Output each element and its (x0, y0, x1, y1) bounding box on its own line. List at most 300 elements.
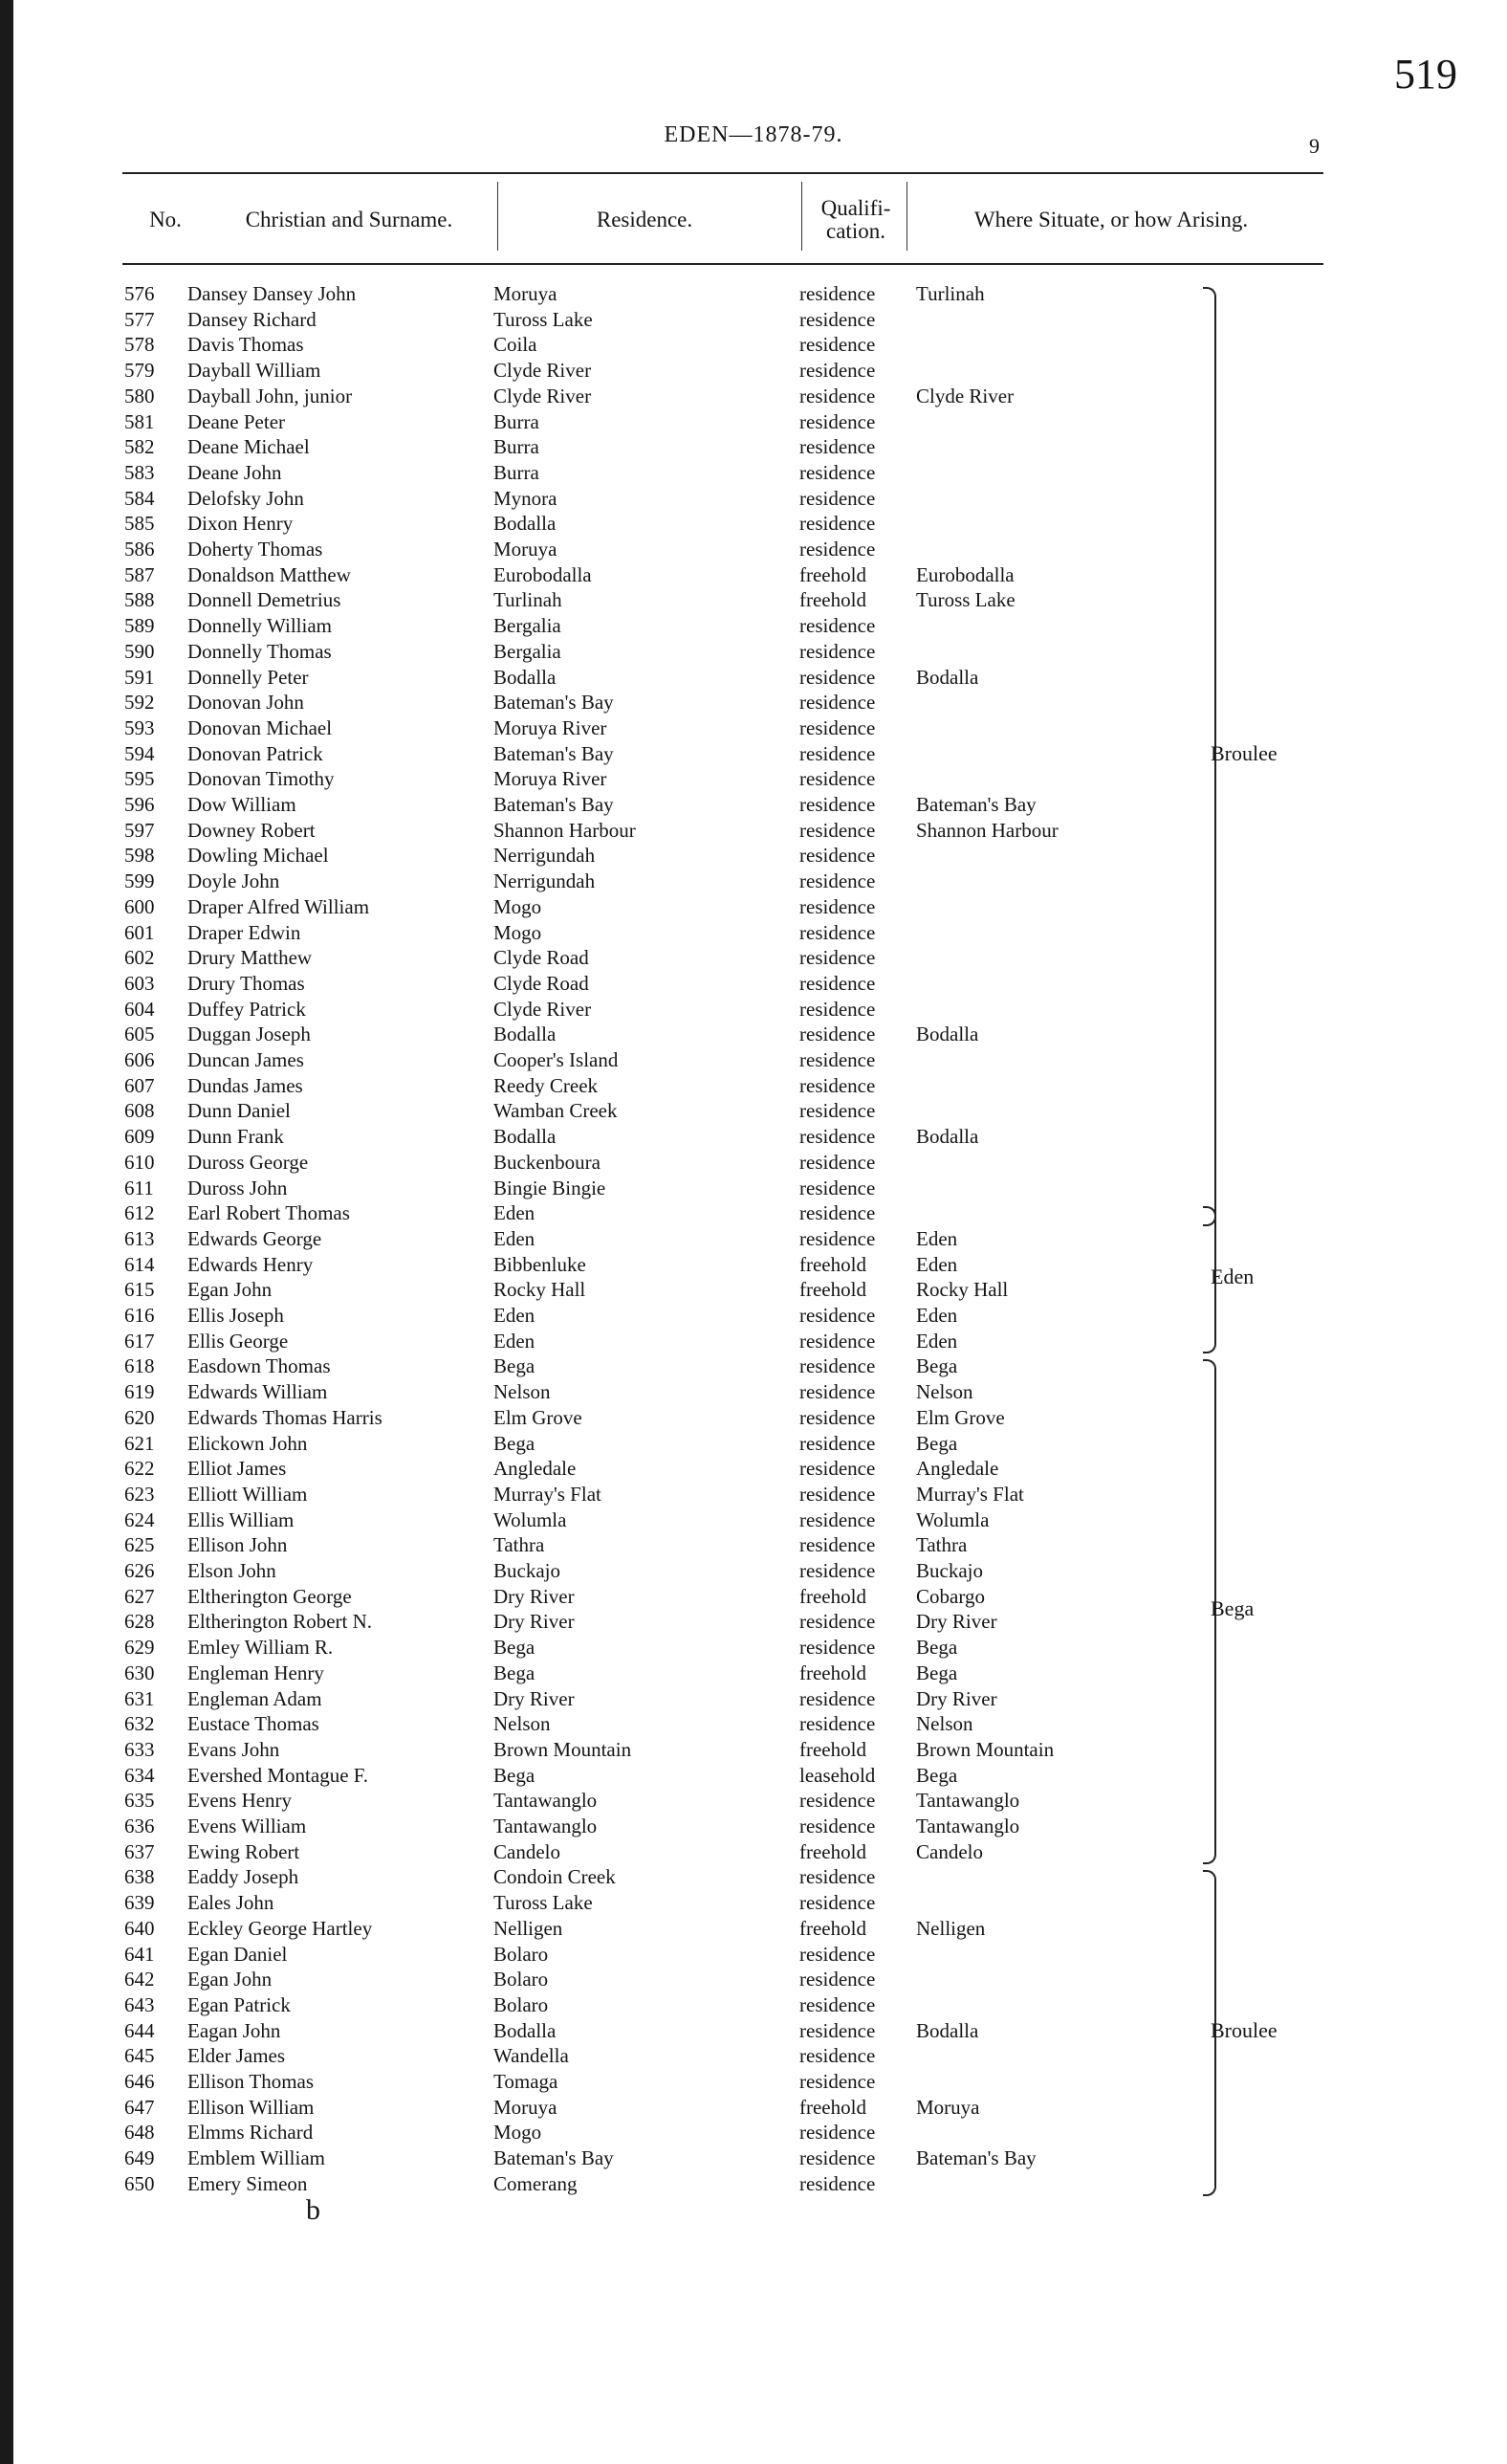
table-row (0, 1584, 1507, 1609)
elector-name: Eales John (187, 1891, 274, 1915)
where-situate-cell: Bega (916, 1431, 958, 1455)
elector-name: Elmms Richard (187, 2121, 314, 2145)
elector-name: Donnelly Thomas (187, 639, 332, 663)
residence-cell: Bodalla (493, 2018, 557, 2042)
qualification-cell: residence (799, 1329, 876, 1353)
row-number: 636 (124, 1815, 155, 1837)
table-row (0, 1839, 1507, 1864)
residence-cell: Tathra (493, 1533, 545, 1557)
elector-name: Eckley George Hartley (187, 1916, 373, 1940)
row-number: 605 (124, 1023, 155, 1046)
residence-cell: Mynora (493, 486, 557, 510)
sheet-number: 9 (1309, 134, 1320, 158)
qualification-cell: residence (799, 1048, 876, 1071)
elector-name: Ellis William (187, 1507, 295, 1531)
elector-name: Davis Thomas (187, 333, 304, 357)
residence-cell: Mogo (493, 920, 542, 944)
qualification-cell: residence (799, 1789, 876, 1813)
elector-name: Eaddy Joseph (187, 1865, 299, 1889)
elector-name: Engleman Adam (187, 1686, 322, 1710)
residence-cell: Bolaro (493, 1992, 549, 2016)
row-number: 614 (124, 1252, 155, 1276)
residence-cell: Candelo (493, 1839, 560, 1863)
elector-name: Donaldson Matthew (187, 562, 351, 586)
elector-name: Easdown Thomas (187, 1354, 331, 1378)
where-situate-cell: Rocky Hall (916, 1278, 1009, 1302)
row-number: 595 (124, 767, 155, 791)
column-divider (801, 182, 802, 251)
elector-name: Drury Thomas (187, 971, 305, 995)
row-number: 629 (124, 1636, 155, 1660)
qualification-cell: residence (799, 767, 876, 791)
where-situate-cell: Eden (916, 1226, 958, 1250)
qualification-cell: residence (799, 333, 876, 357)
table-row (0, 1456, 1507, 1481)
table-row (0, 2145, 1507, 2170)
table-row (0, 1405, 1507, 1430)
row-number: 589 (124, 614, 155, 638)
elector-name: Donovan John (187, 691, 304, 715)
elector-name: Donovan Michael (187, 715, 333, 739)
table-row (0, 843, 1507, 868)
qualification-cell: residence (799, 282, 876, 305)
residence-cell: Bodalla (493, 665, 557, 689)
table-row (0, 1558, 1507, 1583)
table-row (0, 1150, 1507, 1175)
qualification-cell: residence (799, 1865, 876, 1889)
where-situate-cell: Candelo (916, 1839, 983, 1863)
qualification-cell: residence (799, 665, 876, 689)
where-situate-cell: Bega (916, 1636, 958, 1660)
elector-name: Duross John (187, 1176, 288, 1199)
elector-name: Eltherington George (187, 1584, 352, 1608)
row-number: 637 (124, 1839, 155, 1863)
row-number: 616 (124, 1304, 155, 1327)
row-number: 582 (124, 435, 155, 459)
table-row (0, 562, 1507, 587)
row-number: 611 (124, 1176, 154, 1199)
row-number: 621 (124, 1431, 155, 1455)
table-row (0, 1303, 1507, 1328)
elector-name: Elliot James (187, 1457, 287, 1481)
table-row (0, 1379, 1507, 1404)
elector-name: Elder James (187, 2044, 286, 2068)
where-situate-cell: Elm Grove (916, 1405, 1005, 1429)
elector-name: Dansey Dansey John (187, 282, 357, 305)
qualification-cell: residence (799, 869, 876, 893)
qualification-cell: residence (799, 1610, 876, 1634)
where-situate-cell: Dry River (916, 1686, 997, 1710)
elector-name: Deane Michael (187, 435, 310, 459)
qualification-cell: residence (799, 1636, 876, 1660)
elector-name: Egan Patrick (187, 1992, 291, 2016)
row-number: 632 (124, 1712, 155, 1736)
residence-cell: Dry River (493, 1584, 575, 1608)
row-number: 628 (124, 1610, 155, 1634)
row-number: 618 (124, 1354, 155, 1378)
table-row (0, 1200, 1507, 1225)
qualification-cell: residence (799, 2044, 876, 2068)
elector-name: Ewing Robert (187, 1839, 300, 1863)
header-rule-top (122, 172, 1323, 174)
where-situate-cell: Buckajo (916, 1559, 983, 1582)
elector-name: Donovan Timothy (187, 767, 335, 791)
residence-cell: Burra (493, 460, 539, 484)
row-number: 600 (124, 894, 155, 918)
qualification-cell: residence (799, 1226, 876, 1250)
qualification-cell: residence (799, 1942, 876, 1966)
qualification-cell: residence (799, 1891, 876, 1915)
row-number: 604 (124, 997, 155, 1021)
where-situate-cell: Nelson (916, 1712, 973, 1736)
elector-name: Doherty Thomas (187, 538, 323, 561)
row-number: 588 (124, 588, 155, 612)
residence-cell: Bibbenluke (493, 1252, 586, 1276)
row-number: 590 (124, 639, 155, 663)
qualification-cell: residence (799, 715, 876, 739)
qualification-cell: residence (799, 997, 876, 1021)
qualification-cell: residence (799, 409, 876, 433)
elector-name: Evens William (187, 1815, 307, 1837)
elector-name: Ellis George (187, 1329, 289, 1353)
residence-cell: Bolaro (493, 1968, 549, 1991)
residence-cell: Rocky Hall (493, 1278, 586, 1302)
residence-cell: Moruya (493, 282, 557, 305)
qualification-cell: residence (799, 614, 876, 638)
row-number: 599 (124, 869, 155, 893)
row-number: 647 (124, 2095, 155, 2119)
where-situate-cell: Dry River (916, 1610, 997, 1634)
elector-name: Edwards George (187, 1226, 322, 1250)
table-row (0, 1047, 1507, 1072)
residence-cell: Brown Mountain (493, 1737, 632, 1761)
elector-name: Doyle John (187, 869, 280, 893)
table-row (0, 587, 1507, 612)
where-situate-cell: Nelson (916, 1380, 973, 1404)
where-situate-cell: Shannon Harbour (916, 818, 1059, 842)
residence-cell: Eden (493, 1201, 535, 1225)
qualification-cell: residence (799, 971, 876, 995)
table-row (0, 1532, 1507, 1557)
table-row (0, 1967, 1507, 1991)
elector-name: Dayball William (187, 359, 321, 383)
qualification-cell: residence (799, 818, 876, 842)
district-label: Bega (1211, 1596, 1255, 1621)
page-number: 519 (1394, 51, 1457, 98)
residence-cell: Nelligen (493, 1916, 563, 1940)
qualification-cell: residence (799, 2018, 876, 2042)
residence-cell: Tuross Lake (493, 1891, 593, 1915)
table-row (0, 1864, 1507, 1889)
table-row (0, 2171, 1507, 2196)
residence-cell: Bateman's Bay (493, 793, 614, 816)
qualification-cell: residence (799, 844, 876, 868)
residence-cell: Tantawanglo (493, 1815, 598, 1837)
elector-name: Egan John (187, 1968, 273, 1991)
residence-cell: Mogo (493, 894, 542, 918)
residence-cell: Elm Grove (493, 1405, 582, 1429)
table-row (0, 307, 1507, 332)
residence-cell: Turlinah (493, 588, 562, 612)
residence-cell: Eden (493, 1329, 535, 1353)
where-situate-cell: Wolumla (916, 1507, 990, 1531)
column-header-no: No. (149, 207, 182, 231)
qualification-cell: residence (799, 486, 876, 510)
residence-cell: Tuross Lake (493, 307, 593, 331)
elector-name: Draper Edwin (187, 920, 301, 944)
qualification-cell: residence (799, 920, 876, 944)
table-row (0, 1176, 1507, 1200)
table-row (0, 613, 1507, 638)
table-row (0, 1814, 1507, 1838)
table-row (0, 358, 1507, 383)
elector-name: Ellison Thomas (187, 2070, 315, 2093)
qualification-cell: residence (799, 1073, 876, 1097)
table-row (0, 2069, 1507, 2094)
qualification-cell: residence (799, 1405, 876, 1429)
row-number: 626 (124, 1559, 155, 1582)
residence-cell: Burra (493, 435, 539, 459)
row-number: 631 (124, 1686, 155, 1710)
elector-name: Donovan Patrick (187, 741, 323, 765)
where-situate-cell: Tathra (916, 1533, 968, 1557)
row-number: 578 (124, 333, 155, 357)
residence-cell: Tomaga (493, 2070, 558, 2093)
qualification-cell: residence (799, 1304, 876, 1327)
residence-cell: Murray's Flat (493, 1482, 601, 1506)
where-situate-cell: Tuross Lake (916, 588, 1016, 612)
residence-cell: Cooper's Island (493, 1048, 619, 1071)
row-number: 597 (124, 818, 155, 842)
row-number: 586 (124, 538, 155, 561)
row-number: 596 (124, 793, 155, 816)
row-number: 634 (124, 1763, 155, 1787)
row-number: 602 (124, 946, 155, 970)
elector-name: Eustace Thomas (187, 1712, 319, 1736)
residence-cell: Moruya River (493, 767, 607, 791)
elector-name: Donnelly Peter (187, 665, 309, 689)
elector-name: Drury Matthew (187, 946, 313, 970)
where-situate-cell: Cobargo (916, 1584, 985, 1608)
residence-cell: Wolumla (493, 1507, 567, 1531)
where-situate-cell: Bodalla (916, 1125, 979, 1149)
residence-cell: Nerrigundah (493, 869, 596, 893)
row-number: 635 (124, 1789, 155, 1813)
residence-cell: Bolaro (493, 1942, 549, 1966)
table-row (0, 690, 1507, 715)
qualification-cell: residence (799, 894, 876, 918)
where-situate-cell: Eden (916, 1304, 958, 1327)
qualification-cell: residence (799, 512, 876, 536)
signature-mark: b (306, 2194, 320, 2226)
residence-cell: Clyde River (493, 384, 592, 407)
elector-name: Duncan James (187, 1048, 304, 1071)
elector-name: Dansey Richard (187, 307, 317, 331)
where-situate-cell: Angledale (916, 1457, 999, 1481)
table-row (0, 639, 1507, 664)
qualification-cell: residence (799, 1457, 876, 1481)
row-number: 644 (124, 2018, 155, 2042)
table-row (0, 2018, 1507, 2043)
where-situate-cell: Tantawanglo (916, 1815, 1020, 1837)
table-row (0, 1763, 1507, 1788)
residence-cell: Clyde Road (493, 946, 589, 970)
table-row (0, 332, 1507, 357)
table-row (0, 818, 1507, 843)
table-row (0, 1022, 1507, 1046)
residence-cell: Clyde Road (493, 971, 589, 995)
qualification-cell: residence (799, 2146, 876, 2170)
district-label: Eden (1211, 1265, 1255, 1289)
row-number: 576 (124, 282, 155, 305)
row-number: 606 (124, 1048, 155, 1071)
residence-cell: Eden (493, 1304, 535, 1327)
qualification-cell: residence (799, 1968, 876, 1991)
table-row (0, 1353, 1507, 1378)
row-number: 603 (124, 971, 155, 995)
residence-cell: Eurobodalla (493, 562, 592, 586)
elector-name: Deane Peter (187, 409, 286, 433)
residence-cell: Bateman's Bay (493, 2146, 614, 2170)
residence-cell: Nerrigundah (493, 844, 596, 868)
row-number: 620 (124, 1405, 155, 1429)
elector-name: Dow William (187, 793, 296, 816)
where-situate-cell: Tantawanglo (916, 1789, 1020, 1813)
qualification-cell: residence (799, 1482, 876, 1506)
table-row (0, 1992, 1507, 2017)
row-number: 617 (124, 1329, 155, 1353)
row-number: 625 (124, 1533, 155, 1557)
elector-name: Dayball John, junior (187, 384, 353, 407)
district-label: Broulee (1211, 740, 1278, 765)
where-situate-cell: Nelligen (916, 1916, 986, 1940)
elector-name: Downey Robert (187, 818, 316, 842)
table-row (0, 281, 1507, 306)
qualification-cell: residence (799, 1354, 876, 1378)
residence-cell: Bateman's Bay (493, 691, 614, 715)
residence-cell: Clyde River (493, 997, 592, 1021)
table-row (0, 1635, 1507, 1660)
qualification-cell: residence (799, 1559, 876, 1582)
elector-name: Deane John (187, 460, 282, 484)
table-row (0, 1916, 1507, 1941)
where-situate-cell: Moruya (916, 2095, 980, 2119)
where-situate-cell: Bega (916, 1354, 958, 1378)
qualification-cell: residence (799, 1815, 876, 1837)
table-row (0, 1226, 1507, 1251)
where-situate-cell: Bodalla (916, 1023, 979, 1046)
residence-cell: Bodalla (493, 1125, 557, 1149)
row-number: 623 (124, 1482, 155, 1506)
elector-name: Delofsky John (187, 486, 304, 510)
residence-cell: Bega (493, 1661, 535, 1684)
table-row (0, 665, 1507, 690)
residence-cell: Nelson (493, 1712, 551, 1736)
elector-name: Duross George (187, 1150, 309, 1174)
qualification-cell: residence (799, 741, 876, 765)
elector-name: Dixon Henry (187, 512, 294, 536)
row-number: 581 (124, 409, 155, 433)
row-number: 593 (124, 715, 155, 739)
residence-cell: Clyde River (493, 359, 592, 383)
elector-name: Dunn Frank (187, 1125, 284, 1149)
row-number: 580 (124, 384, 155, 407)
row-number: 643 (124, 1992, 155, 2016)
residence-cell: Mogo (493, 2121, 542, 2145)
row-number: 598 (124, 844, 155, 868)
row-number: 584 (124, 486, 155, 510)
qualification-cell: residence (799, 1507, 876, 1531)
elector-name: Ellison John (187, 1533, 288, 1557)
qualification-cell: freehold (799, 1661, 866, 1684)
qualification-cell: leasehold (799, 1763, 876, 1787)
row-number: 646 (124, 2070, 155, 2093)
table-row (0, 486, 1507, 511)
elector-name: Evans John (187, 1737, 280, 1761)
row-number: 607 (124, 1073, 155, 1097)
qualification-cell: freehold (799, 562, 866, 586)
residence-cell: Tantawanglo (493, 1789, 598, 1813)
residence-cell: Coila (493, 333, 537, 357)
table-row (0, 511, 1507, 536)
table-row (0, 2095, 1507, 2120)
residence-cell: Angledale (493, 1457, 577, 1481)
residence-cell: Reedy Creek (493, 1073, 599, 1097)
qualification-cell: residence (799, 946, 876, 970)
qualification-cell: freehold (799, 1737, 866, 1761)
row-number: 622 (124, 1457, 155, 1481)
table-row (0, 1073, 1507, 1098)
where-situate-cell: Clyde River (916, 384, 1015, 407)
qualification-cell: residence (799, 1023, 876, 1046)
elector-name: Dowling Michael (187, 844, 329, 868)
qualification-cell: residence (799, 1686, 876, 1710)
elector-name: Egan Daniel (187, 1942, 288, 1966)
elector-name: Duggan Joseph (187, 1023, 311, 1046)
row-number: 577 (124, 307, 155, 331)
qualification-cell: residence (799, 691, 876, 715)
table-row (0, 409, 1507, 434)
row-number: 630 (124, 1661, 155, 1684)
table-row (0, 741, 1507, 766)
qualification-cell: residence (799, 2121, 876, 2145)
elector-name: Elickown John (187, 1431, 308, 1455)
qualification-cell: residence (799, 1533, 876, 1557)
elector-name: Edwards William (187, 1380, 328, 1404)
where-situate-cell: Bodalla (916, 665, 979, 689)
qualification-cell: residence (799, 793, 876, 816)
qualification-cell: residence (799, 2070, 876, 2093)
elector-name: Elliott William (187, 1482, 308, 1506)
where-situate-cell: Bega (916, 1661, 958, 1684)
elector-name: Evens Henry (187, 1789, 293, 1813)
table-row (0, 2120, 1507, 2145)
elector-name: Emery Simeon (187, 2171, 308, 2195)
table-row (0, 997, 1507, 1022)
where-situate-cell: Turlinah (916, 282, 985, 305)
table-row (0, 1329, 1507, 1353)
row-number: 627 (124, 1584, 155, 1608)
table-row (0, 2043, 1507, 2068)
table-row (0, 460, 1507, 485)
table-row (0, 1277, 1507, 1302)
elector-name: Earl Robert Thomas (187, 1201, 350, 1225)
qualification-cell: residence (799, 1150, 876, 1174)
row-number: 645 (124, 2044, 155, 2068)
residence-cell: Burra (493, 409, 539, 433)
row-number: 619 (124, 1380, 155, 1404)
residence-cell: Bergalia (493, 614, 561, 638)
